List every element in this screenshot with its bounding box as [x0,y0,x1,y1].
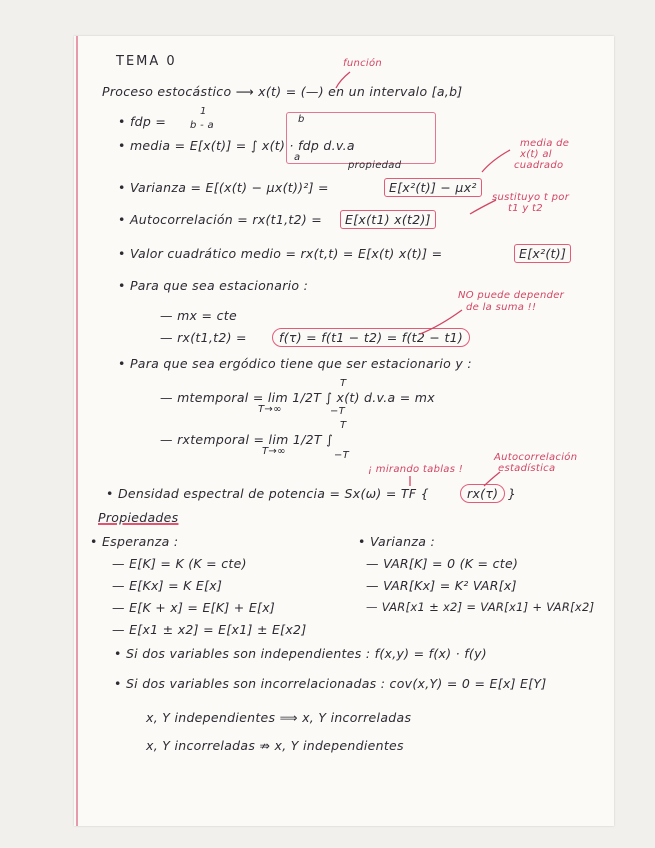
esperanza-prop-1: — E[K] = K (K = cte) [112,556,247,571]
vcm-line: • Valor cuadrático medio = rx(t,t) = E[x(t) x(t)] = [118,246,443,261]
media-line: • media = E[x(t)] = ∫ x(t) · fdp d.v.a [118,138,355,153]
densidad-close: } [508,486,517,501]
proceso-line: Proceso estocástico ⟶ x(t) = (—) en un intervalo [a,b] [102,84,463,99]
propiedades-heading: Propiedades [98,510,179,525]
ergodico-heading: • Para que sea ergódico tiene que ser estacionario y : [118,356,472,371]
vcm-result: E[x²(t)] [514,244,571,263]
fdp-label: • fdp = [118,114,167,129]
annotation-media-3: cuadrado [514,160,564,171]
ergodico-m-lower: −T [330,406,346,417]
esperanza-prop-3: — E[K + x] = E[K] + E[x] [112,600,276,615]
independientes-line: • Si dos variables son independientes : f(x,y) = f(x) · f(y) [114,646,487,661]
ergodico-mtemporal: — mtemporal = lim 1/2T ∫ x(t) d.v.a = mx [160,390,435,405]
esperanza-prop-2: — E[Kx] = K E[x] [112,578,223,593]
ergodico-r-upper: T [340,420,347,431]
propiedad-note: propiedad [348,160,402,171]
implicacion-1: x, Y independientes ⟹ x, Y incorreladas [146,710,412,725]
annotation-mirando-tablas: ¡ mirando tablas ! [368,464,464,475]
autocorrelacion-line: • Autocorrelación = rx(t1,t2) = [118,212,323,227]
media-lower-limit: a [294,152,301,163]
autocorrelacion-result: E[x(t1) x(t2)] [340,210,436,229]
annotation-autocorr-1: Autocorrelación [494,452,578,463]
varianza-props-heading: • Varianza : [358,534,435,549]
implicacion-2: x, Y incorreladas ⇏ x, Y independientes [146,738,404,753]
incorrelacionadas-line: • Si dos variables son incorrelacionadas : cov(x,Y) = 0 = E[x] E[Y] [114,676,547,691]
ergodico-rtemporal: — rxtemporal = lim 1/2T ∫ [160,432,333,447]
media-upper-limit: b [298,114,305,125]
varianza-line: • Varianza = E[(x(t) − μx(t))²] = [118,180,329,195]
margin-line [76,36,78,826]
fdp-numerator: 1 [200,106,207,117]
varianza-prop-1: — VAR[K] = 0 (K = cte) [366,556,519,571]
ergodico-r-limit: T→∞ [262,446,286,457]
densidad-line: • Densidad espectral de potencia = Sx(ω) = TF { [106,486,429,501]
estacionario-rx-result: f(τ) = f(t1 − t2) = f(t2 − t1) [272,328,470,347]
annotation-sustituyo-1: sustituyo t por [492,192,570,203]
varianza-prop-2: — VAR[Kx] = K² VAR[x] [366,578,517,593]
esperanza-prop-4: — E[x1 ± x2] = E[x1] ± E[x2] [112,622,307,637]
densidad-rx: rx(τ) [460,484,505,503]
varianza-prop-3: — VAR[x1 ± x2] = VAR[x1] + VAR[x2] [366,600,595,614]
estacionario-media: — mx = cte [160,308,237,323]
esperanza-heading: • Esperanza : [90,534,179,549]
annotation-media-1: media de [520,138,570,149]
ergodico-r-lower: −T [334,450,350,461]
page-title: TEMA 0 [116,54,177,69]
ergodico-m-upper: T [340,378,347,389]
annotation-funcion: función [343,58,383,69]
annotation-media-2: x(t) al [520,149,552,160]
annotation-no-depender-2: de la suma !! [466,302,537,313]
annotation-sustituyo-2: t1 y t2 [508,203,543,214]
estacionario-heading: • Para que sea estacionario : [118,278,309,293]
annotation-autocorr-2: estadística [498,463,556,474]
fdp-denominator: b - a [190,120,214,131]
annotation-no-depender-1: NO puede depender [458,290,565,301]
varianza-result: E[x²(t)] − μx² [384,178,482,197]
estacionario-rx-label: — rx(t1,t2) = [160,330,247,345]
ergodico-m-limit: T→∞ [258,404,282,415]
